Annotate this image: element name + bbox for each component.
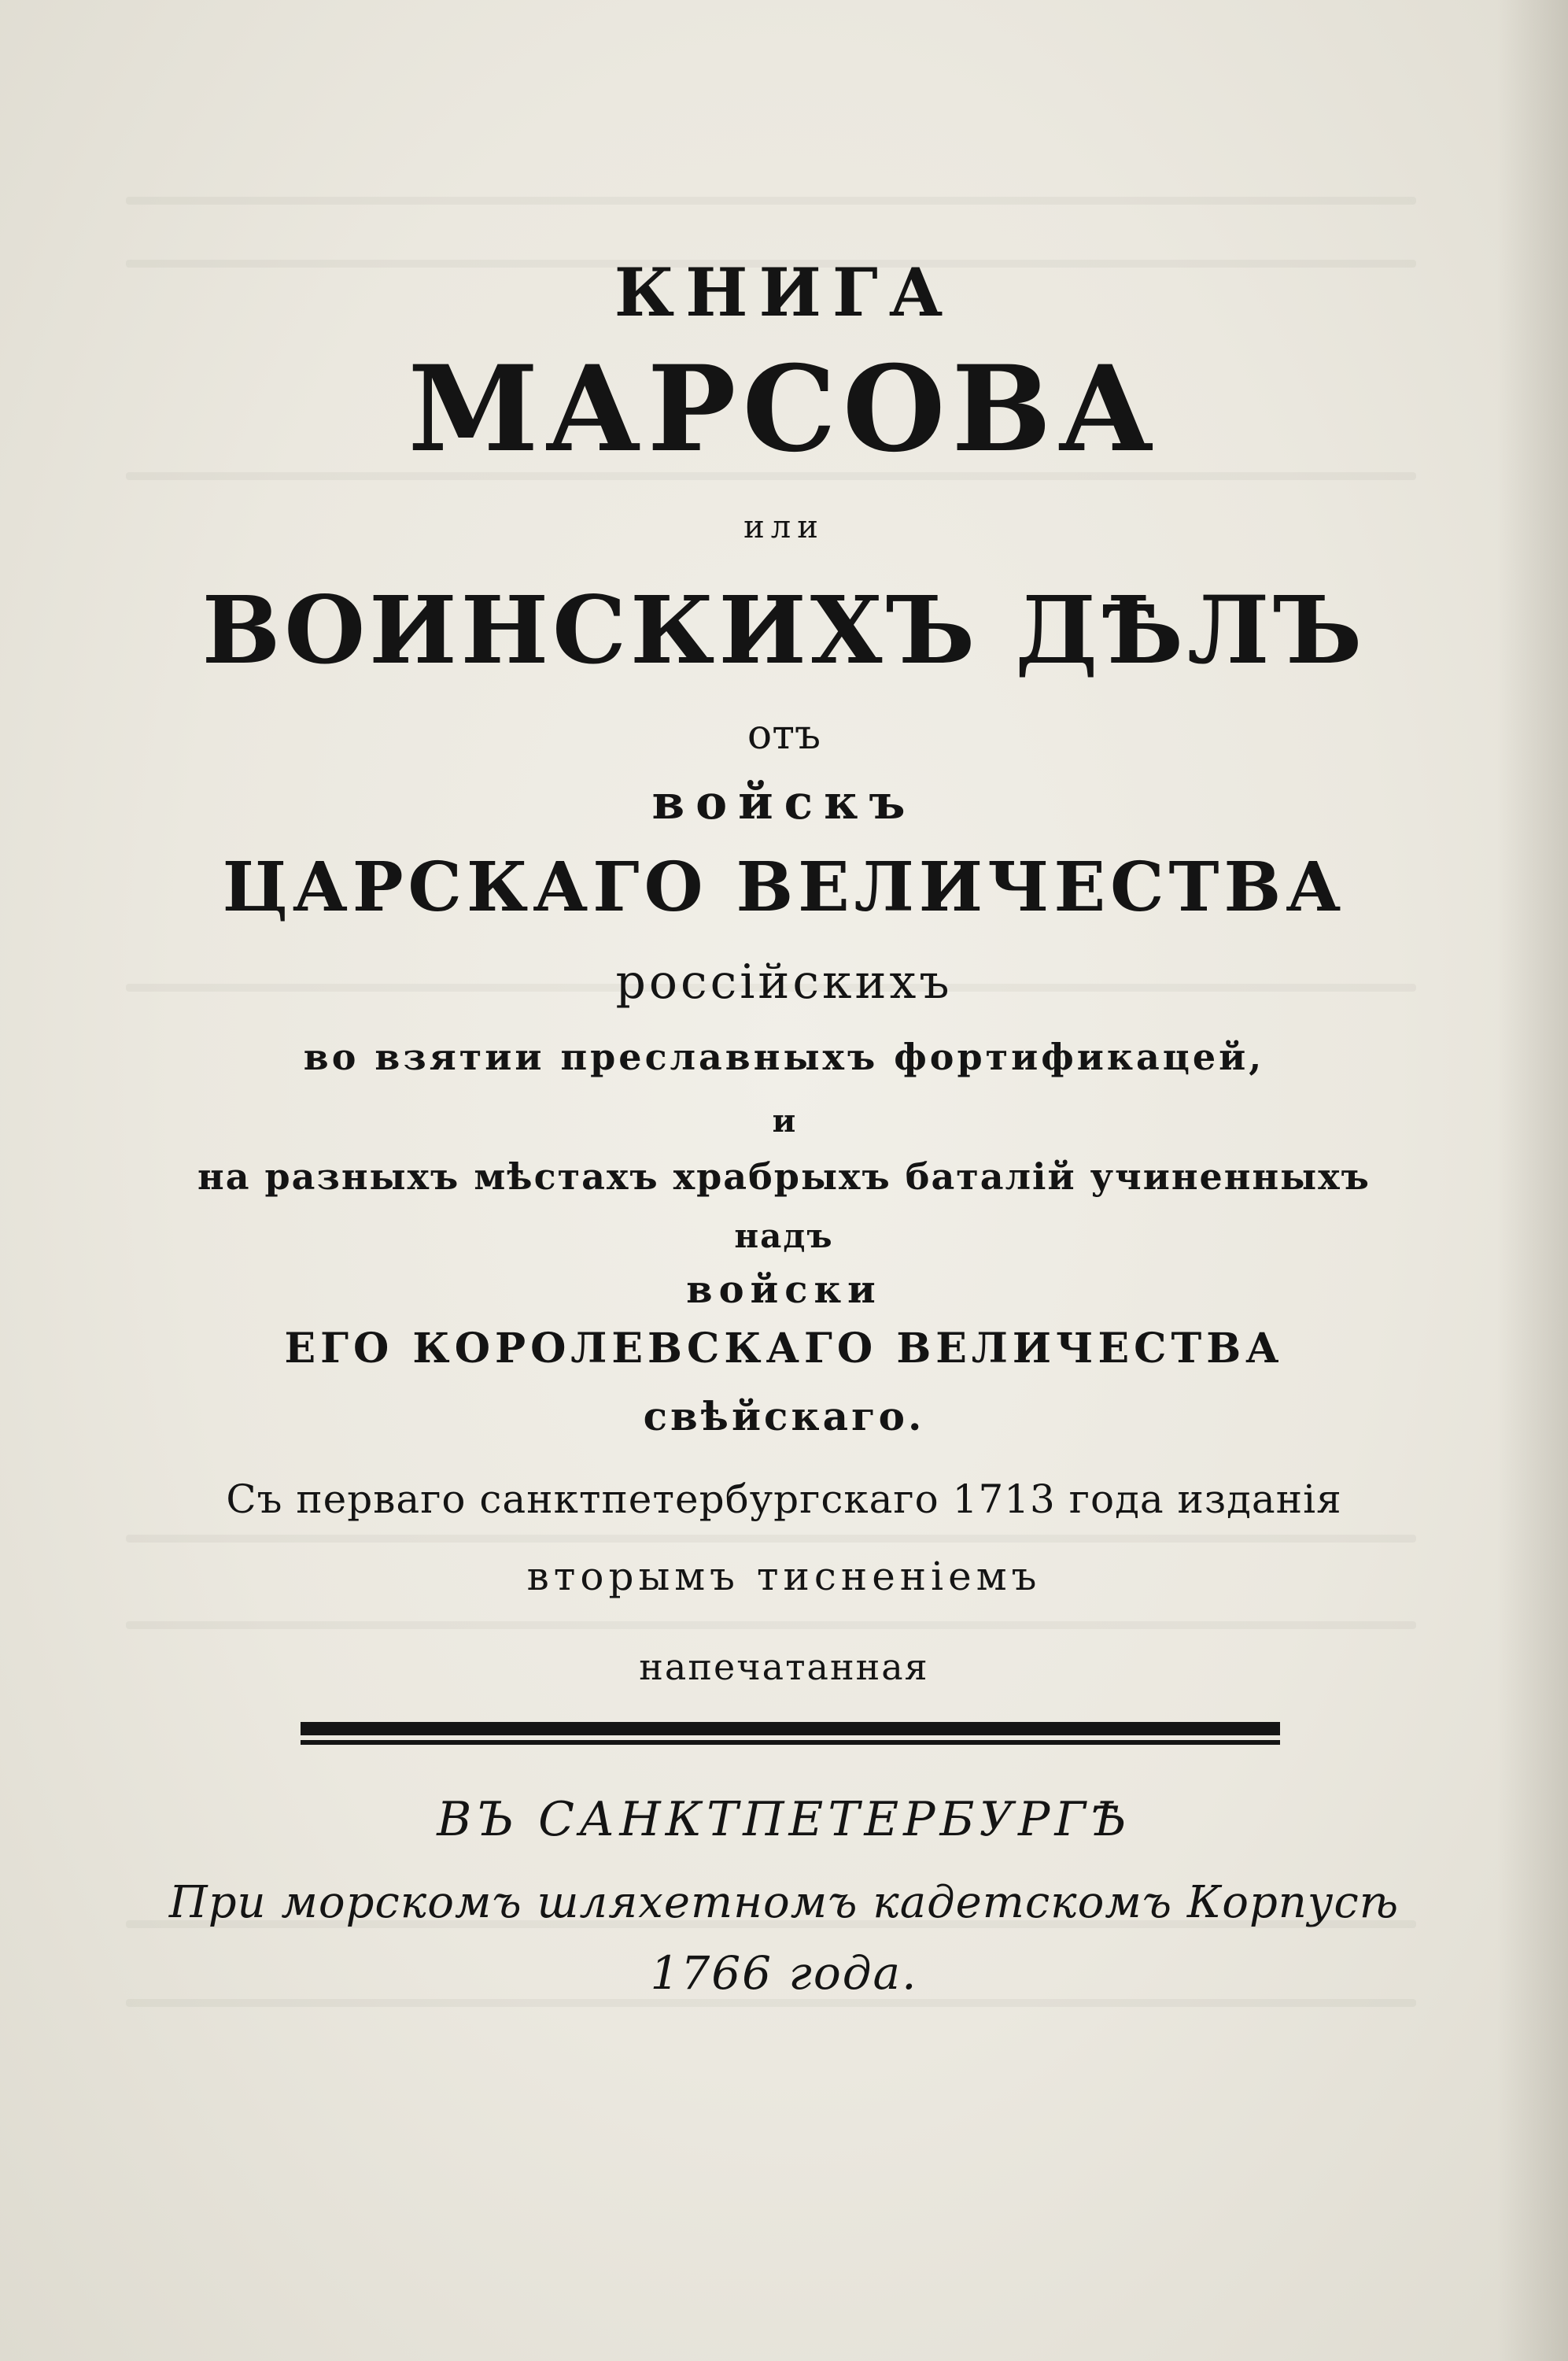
title-rossiyskih: россійскихъ (615, 955, 953, 1010)
title-ego-korolevskago: ЕГО КОРОЛЕВСКАГО ВЕЛИЧЕСТВА (284, 1325, 1284, 1373)
title-i: и (772, 1103, 796, 1140)
edition-note: Съ перваго санктпетербургскаго 1713 года изданія (226, 1476, 1342, 1522)
show-through-line (126, 197, 1416, 205)
title-marsova: МАРСОВА (408, 340, 1160, 478)
title-ili: или (743, 509, 825, 545)
show-through-line (126, 1621, 1416, 1629)
double-rule-thick (301, 1722, 1280, 1735)
title-tsarskago-velichestva: ЦАРСКАГО ВЕЛИЧЕСТВА (222, 848, 1346, 927)
title-na-raznyh: на разныхъ мѣстахъ храбрыхъ баталій учиненныхъ (197, 1155, 1371, 1198)
title-voinskih-del: ВОИНСКИХЪ ДѢЛЪ (201, 575, 1367, 685)
imprint-printer: При морскомъ шляхетномъ кадетскомъ Корпусѣ (168, 1877, 1400, 1928)
title-voisk: войскъ (651, 775, 917, 830)
imprint-year: 1766 года. (650, 1946, 918, 2000)
title-sveiskago: свѣйскаго. (643, 1393, 925, 1439)
show-through-line (126, 1999, 1416, 2007)
title-ot: отъ (747, 711, 821, 759)
edition-vtorym: вторымъ тисненіемъ (526, 1554, 1042, 1599)
title-kniga: КНИГА (614, 253, 954, 331)
imprint-city: ВЪ САНКТПЕТЕРБУРГѢ (437, 1792, 1131, 1847)
title-nad: надъ (734, 1217, 834, 1255)
edition-napechatannaya: напечатанная (639, 1646, 929, 1688)
show-through-line (126, 1535, 1416, 1543)
title-voiski: войски (686, 1268, 882, 1312)
title-vo-vzyatii: во взятии преславныхъ фортификацей, (303, 1036, 1265, 1078)
double-rule-thin (301, 1740, 1280, 1745)
